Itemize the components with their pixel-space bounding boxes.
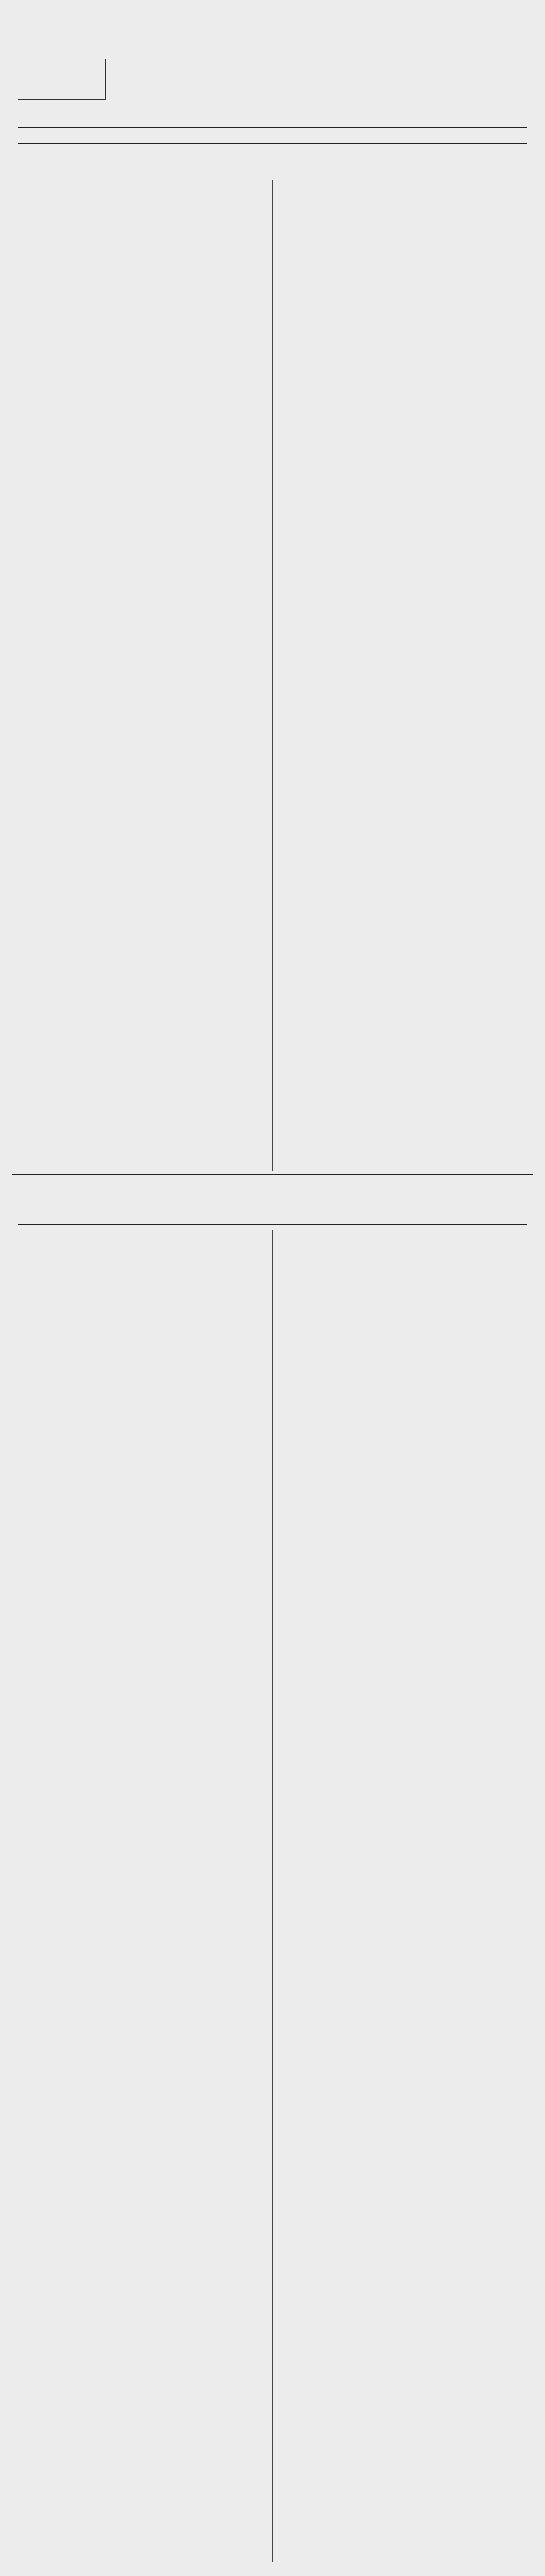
lead-column-3 <box>277 180 409 1171</box>
page-2-header <box>18 1211 527 1225</box>
lead-column-2 <box>144 180 268 1171</box>
masthead <box>18 0 527 147</box>
editor-box <box>18 59 106 100</box>
lower-column-1 <box>18 1230 135 2562</box>
newspaper-nameplate <box>18 15 527 56</box>
postal-box <box>428 59 527 123</box>
dateline <box>18 127 527 144</box>
column-divider <box>272 180 273 1171</box>
column-divider <box>272 1230 273 2562</box>
divider <box>12 1174 533 1175</box>
right-column-top <box>419 147 531 346</box>
lead-column-1 <box>18 180 135 1171</box>
lower-column-2 <box>144 1230 268 2562</box>
lower-column-4 <box>419 1350 531 2382</box>
right-column-body <box>419 367 531 1171</box>
lower-column-3 <box>277 1230 409 2562</box>
